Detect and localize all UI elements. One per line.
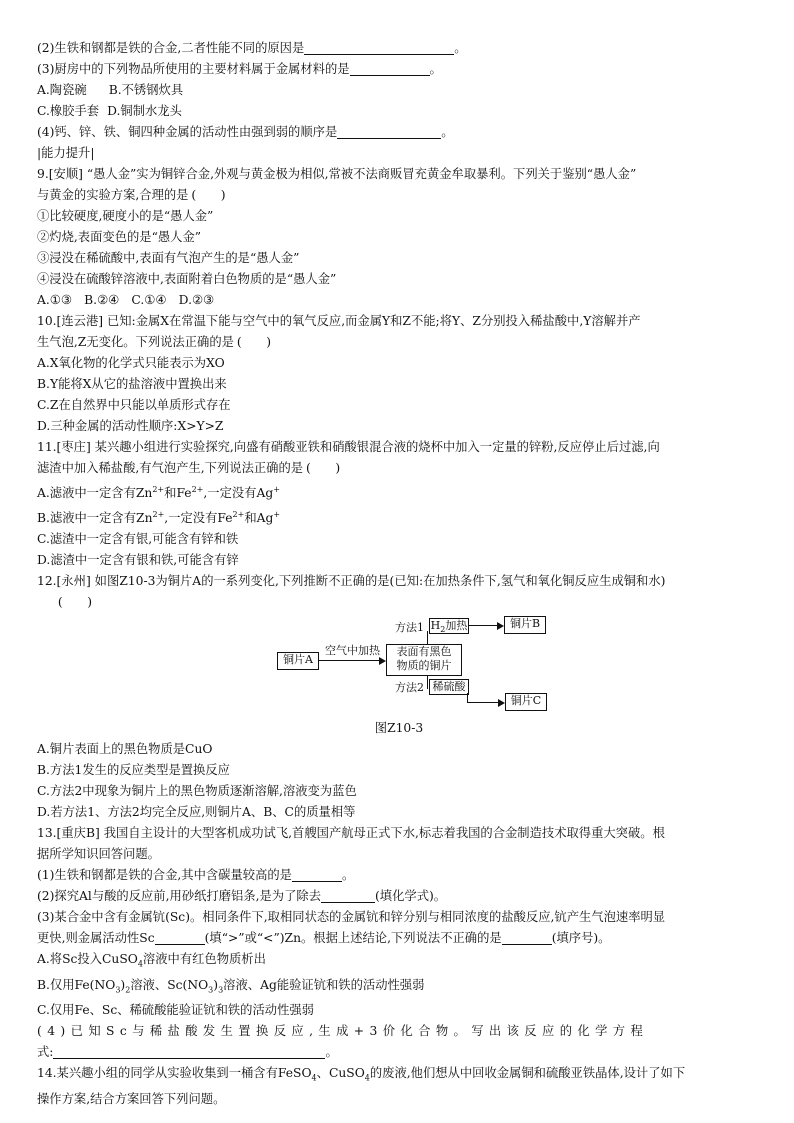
q8-part2: (2)生铁和钢都是铁的合金,二者性能不同的原因是 。	[37, 41, 467, 55]
figure-caption: 图Z10-3	[374, 721, 424, 736]
answer-paren[interactable]: ( )	[236, 335, 272, 349]
answer-blank[interactable]	[321, 888, 375, 903]
q14-stem-line1: 14.某兴趣小组的同学从实验收集到一桶含有FeSO$_4$、CuSO$_4$的废液,他们想从中回收金属铜和硫酸亚铁晶体,设计了如下	[37, 1066, 686, 1083]
h2-heating-box: $H_2$加热	[430, 619, 468, 635]
q10-option-b: B.Y能将X从它的盐溶液中置换出来	[37, 377, 227, 391]
q11-stem-line2: 滤渣中加入稀盐酸,有气泡产生,下列说法正确的是 ( )	[37, 458, 761, 479]
q12-option-c: C.方法2中现象为铜片上的黑色物质逐渐溶解,溶液变为蓝色	[37, 784, 357, 799]
copper-a-box: 铜片A	[277, 652, 319, 670]
q13-part3-line2: 更快,则金属活动性Sc (填“>”或“<”)Zn。根据上述结论,下列说法不正确的是 (填序号)。	[37, 931, 611, 946]
q12-option-a: A.铜片表面上的黑色物质是CuO	[37, 742, 213, 757]
option-a: A.陶瓷碗	[37, 83, 87, 97]
answer-blank[interactable]	[53, 1044, 325, 1059]
q9-item-3: ③浸没在稀硫酸中,表面有气泡产生的是“愚人金”	[37, 251, 300, 265]
copper-b-box: 铜片B	[504, 616, 546, 634]
q11-stem-line1: 11.[枣庄] 某兴趣小组进行实验探究,向盛有硝酸亚铁和硝酸银混合液的烧杯中加入一定量的锌粉,反应停止后过滤,向	[37, 440, 660, 454]
q14-stem-line2: 操作方案,结合方案回答下列问题。	[37, 1091, 226, 1106]
q13-stem-line1: 13.[重庆B] 我国自主设计的大型客机成功试飞,首艘国产航母正式下水,标志着我国的合金制造技术取得重大突破。根	[37, 826, 665, 841]
arrow-icon	[379, 657, 386, 665]
answer-blank[interactable]	[350, 61, 430, 76]
q13-stem-line2: 据所学知识回答问题。	[37, 847, 160, 862]
q13-part3-line1: (3)某合金中含有金属钪(Sc)。相同条件下,取相同状态的金属钪和锌分别与相同浓度的盐酸反应,钪产生气泡速率明显	[37, 910, 666, 925]
q13-part4-line1: (4)已知Sc与稀盐酸发生置换反应,生成+3价化合物。写出该反应的化学方程	[37, 1024, 649, 1039]
dilute-sulfuric-box: 稀硫酸	[429, 679, 469, 695]
q10-stem-line1: 10.[连云港] 已知:金属X在常温下能与空气中的氧气反应,而金属Y和Z不能;将Y、Z分别投入稀盐酸中,Y溶解并产	[37, 314, 641, 328]
q13-part3-option-a: A.将Sc投入CuSO$_4$溶液中有红色物质析出	[37, 952, 266, 969]
q8-part4-text: (4)钙、锌、铁、铜四种金属的活动性由强到弱的顺序是	[37, 125, 338, 139]
method2-label: 方法2	[395, 681, 424, 695]
copper-flow-diagram	[37, 613, 761, 718]
q9-item-1: ①比较硬度,硬度小的是“愚人金”	[37, 209, 214, 223]
answer-blank[interactable]	[304, 40, 454, 55]
section-heading: |能力提升|	[37, 146, 95, 160]
blackened-copper-box: 表面有黑色 物质的铜片	[386, 644, 462, 676]
answer-blank[interactable]	[292, 867, 342, 882]
answer-paren[interactable]: ( )	[191, 188, 226, 202]
q8-part3-options-cd	[37, 101, 761, 122]
q10-stem-line2: 生气泡,Z无变化。下列说法正确的是 ( )	[37, 332, 761, 353]
q12-paren-line	[37, 592, 761, 613]
q12-option-d: D.若方法1、方法2均完全反应,则铜片A、B、C的质量相等	[37, 805, 356, 820]
q10-option-a: A.X氧化物的化学式只能表示为XO	[37, 356, 225, 370]
answer-paren[interactable]: ( )	[57, 595, 93, 610]
worksheet-page	[37, 38, 761, 1110]
copper-c-box: 铜片C	[505, 693, 547, 711]
answer-paren[interactable]: ( )	[305, 461, 341, 475]
arrow-icon	[497, 622, 504, 630]
q12-stem: 12.[永州] 如图Z10-3为铜片A的一系列变化,下列推断不正确的是(已知:在加热条件下,氢气和氧化铜反应生成铜和水)	[37, 574, 666, 589]
q9-stem-line1: 9.[安顺] “愚人金”实为铜锌合金,外观与黄金极为相似,常被不法商贩冒充黄金牟取暴利。下列关于鉴别“愚人金”	[37, 167, 637, 181]
q13-part3-option-b: B.仅用$Fe(NO_3)_2$溶液、$Sc(NO_3)_3$溶液、Ag能验证钪和铁的活动性强弱	[37, 977, 425, 995]
q9-stem-line2: 与黄金的实验方案,合理的是 ( )	[37, 185, 761, 206]
q11-option-b: B.滤液中一定含有$Zn^{2+}$,一定没有$Fe^{2+}$和Ag+	[37, 510, 281, 526]
arrow-label: 空气中加热	[325, 644, 380, 658]
q8-part3: (3)厨房中的下列物品所使用的主要材料属于金属材料的是 。	[37, 62, 442, 76]
q8-part2-text: (2)生铁和钢都是铁的合金,二者性能不同的原因是	[37, 41, 305, 55]
option-c: C.橡胶手套	[37, 104, 100, 118]
answer-blank[interactable]	[502, 930, 552, 945]
option-b: B.不锈钢炊具	[108, 83, 184, 97]
q13-part3-option-c: C.仅用Fe、Sc、稀硫酸能验证钪和铁的活动性强弱	[37, 1003, 314, 1018]
answer-blank[interactable]	[337, 124, 441, 139]
q8-part3-text: (3)厨房中的下列物品所使用的主要材料属于金属材料的是	[37, 62, 350, 76]
q13-part1: (1)生铁和钢都是铁的合金,其中含碳量较高的是 。	[37, 868, 355, 883]
q11-option-a: A.滤液中一定含有$Zn^{2+}$和$Fe^{2+}$,一定没有Ag+	[37, 485, 280, 501]
q8-part4: (4)钙、锌、铁、铜四种金属的活动性由强到弱的顺序是 。	[37, 125, 454, 139]
q13-part2: (2)探究Al与酸的反应前,用砂纸打磨铝条,是为了除去 (填化学式)。	[37, 889, 447, 904]
q8-part3-options-ab	[37, 80, 761, 101]
method1-label: 方法1	[395, 621, 424, 635]
q12-option-b: B.方法1发生的反应类型是置换反应	[37, 763, 230, 778]
answer-blank[interactable]	[155, 930, 205, 945]
q13-part4-line2: 式: 。	[37, 1045, 338, 1060]
q11-option-c: C.滤渣中一定含有银,可能含有锌和铁	[37, 532, 239, 547]
q9-options: A.①③ B.②④ C.①④ D.②③	[37, 293, 215, 307]
q9-item-4: ④浸没在硫酸锌溶液中,表面附着白色物质的是“愚人金”	[37, 272, 337, 286]
q10-option-d: D.三种金属的活动性顺序:X>Y>Z	[37, 419, 224, 433]
q11-option-d: D.滤渣中一定含有银和铁,可能含有锌	[37, 553, 239, 568]
option-d: D.铜制水龙头	[107, 104, 182, 118]
q9-item-2: ②灼烧,表面变色的是“愚人金”	[37, 230, 202, 244]
q10-option-c: C.Z在自然界中只能以单质形式存在	[37, 398, 231, 412]
arrow-icon	[498, 699, 505, 707]
